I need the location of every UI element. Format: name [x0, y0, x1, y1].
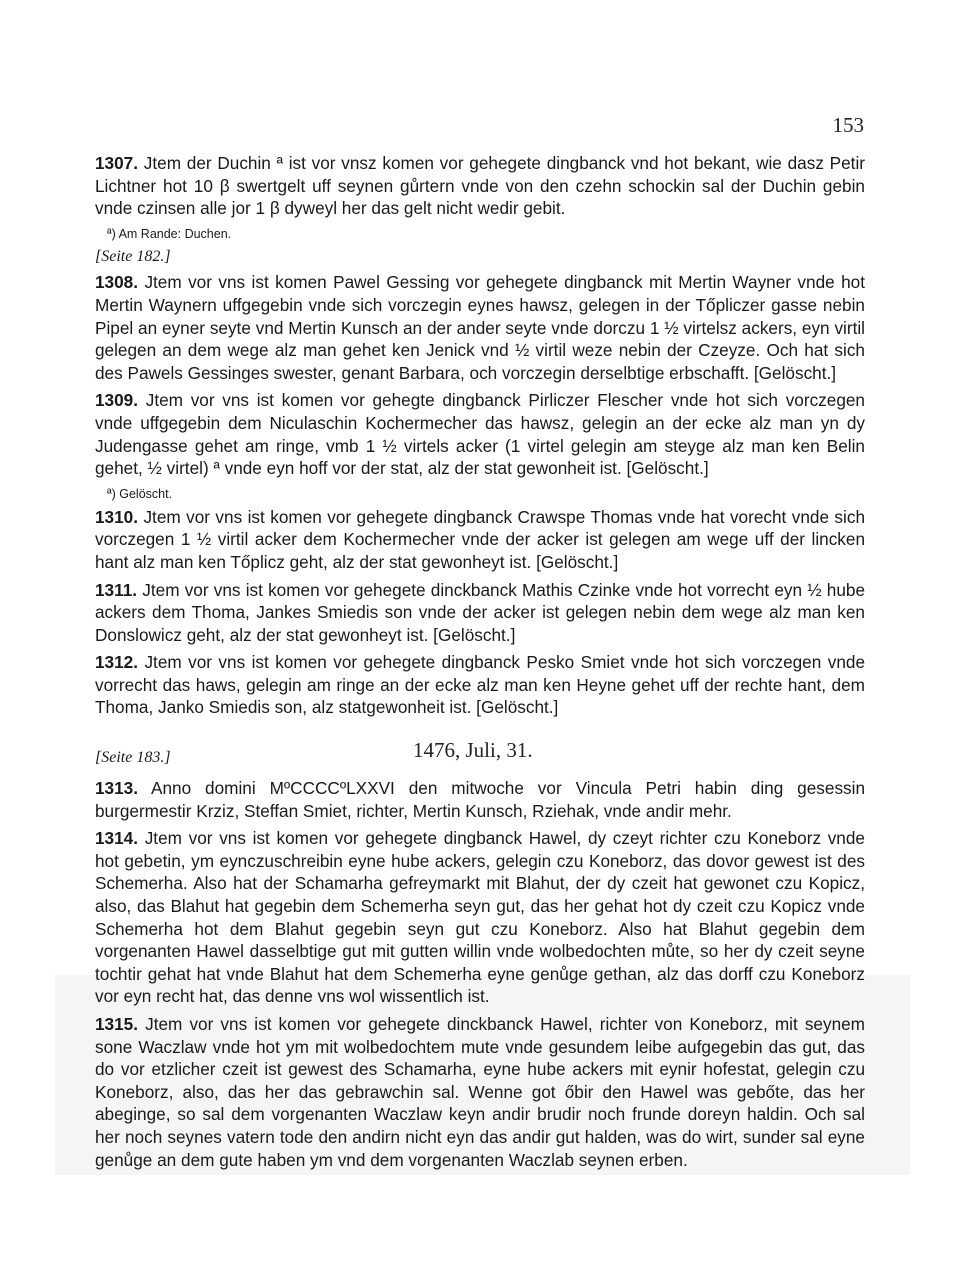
entry-text: Jtem vor vns ist komen vor gehegete dingbanck Pesko Smiet vnde hot sich vorczegen vnde vorrecht das haws, gelegin am ringe an der ecke alz man ken Heyne gehet uff der rechte hant, dem Thoma, Janko Smiedis son, alz statgewonheit ist. [Gelöscht.]	[95, 652, 866, 718]
entry-1309	[95, 389, 865, 479]
entry-1310	[95, 506, 865, 574]
entry-number: 1307.	[95, 153, 139, 173]
entry-text: Anno domini MºCCCCºLXXVI den mitwoche vor Vincula Petri habin ding gesessin burgermestir Krziz, Steffan Smiet, richter, Mertin Kunsch, Rziehak, vnde andir mehr.	[95, 778, 866, 821]
page-reference: [Seite 182.]	[95, 247, 171, 265]
entry-1315	[95, 1013, 865, 1171]
entry-text: Jtem vor vns ist komen vor gehegete dingbanck Hawel, dy czeyt richter czu Koneborz vnde hot gebetin, ym eynczuschreibin eyne hube ackers, gelegin czu Koneborz, das dovor gewest ist des Schemerha. Also hat der Schamarha gefreymarkt mit Blahut, der dy czeit hat gewonet czu Kopicz, also, das Blahut hat gegebin dem Schemerha seyn gut, das her gehat hot dy czeit czu Kopicz vnde Schemerha hot dem Blahut gegebin seyn gut czu Koneborz. Also hat Blahut gegebin dem vorgenanten Hawel dasselbtige gut mit gutten willin vnde wolbedochten můte, so her dy czeit seyne tochtir gehat hat vnde Blahut hat dem Schemerha eyne genůge gethan, alz das dorff czu Koneborz vor eyn recht hat, das denne vns wol wissentlich ist.	[95, 828, 865, 1007]
entry-number: 1310.	[95, 506, 139, 527]
entry-number: 1308.	[95, 272, 139, 293]
entry-1313	[95, 777, 865, 822]
entry-1308	[95, 271, 865, 384]
entry-text: Jtem der Duchin ª ist vor vnsz komen vor gehegete dingbanck vnd hot bekant, wie dasz Petir Lichtner hot 10 β swertgelt uff seynen gůrtern vnde von den czehn schockin sal der Duchin gebin vnde czinsen alle jor 1 β dyweyl her das gelt nicht wedir gebit.	[95, 153, 865, 219]
entry-text: Jtem vor vns ist komen Pawel Gessing vor gehegete dingbanck mit Mertin Wayner vnde hot Mertin Waynern uffgegebin vnde sich vorczegin eynes hawsz, gelegen in der Tőpliczer gasse nebin Pipel an eyner seyte vnd Mertin Kunsch an der ander seyte vnde dorczu 1 ½ virtelsz ackers, eyn virtil gelegen an dem wege alz man gehet ken Jenick vnd ½ virtil weze nebin der Czeyze. Och hat sich des Pawels Gessinges swester, genant Barbara, och vorczegin derselbtige erbschafft. [Gelöscht.]	[95, 272, 865, 383]
date-heading-row	[95, 737, 865, 771]
entry-1307	[95, 152, 865, 220]
footnote: ª) Am Rande: Duchen.	[107, 226, 232, 241]
entry-text: Jtem vor vns ist komen vor gehegete dinckbanck Hawel, richter von Koneborz, mit seynem sone Waczlaw vnde hot ym mit wolbedochtem mute vnde gesundem leibe aufgegebin das gut, das do vor etzlicher czeit ist gewest des Schamarha, eyne hube ackers mit eynir hofestat, gelegin czu Koneborz, also, das her das gebrawchin sal. Wenne got őbir den Hawel was gebőte, das her abeginge, so sal dem vorgenanten Waczlaw keyn andir brudir noch frunde doreyn haldin. Och sal her noch seynes vatern tode den andirn nicht eyn das andir gut halden, was do wirt, sunder sal eyne genůge an dem gute haben ym vnd dem vorgenanten Waczlab seynen erben.	[95, 1014, 866, 1170]
entry-1314	[95, 827, 865, 1008]
entry-number: 1314.	[95, 828, 139, 849]
entry-1311	[95, 579, 865, 647]
date-heading: 1476, Juli, 31.	[413, 738, 533, 763]
entry-number: 1315.	[95, 1014, 139, 1034]
footnote: ª) Gelöscht.	[107, 486, 173, 501]
entry-1312	[95, 651, 865, 719]
entry-number: 1312.	[95, 652, 139, 673]
page-reference: [Seite 183.]	[95, 749, 171, 767]
entry-text: Jtem vor vns ist komen vor gehegete dinckbanck Mathis Czinke vnde hot vorrecht eyn ½ hube ackers dem Thoma, Jankes Smiedis son vnde der acker ist gelegen nebin dem wege alz man ken Donslowicz geht, alz der stat gewonheyt ist. [Gelöscht.]	[95, 579, 866, 645]
entry-number: 1313.	[95, 778, 139, 799]
page-number: 153	[832, 113, 864, 137]
entry-text: Jtem vor vns ist komen vor gehegte dingbanck Pirliczer Flescher vnde hot sich vorczegen vnde uffgegebin dem Niculaschin Kochermecher das hawsz, gelegin an der ecke alz man yn dy Judengasse gehet am ringe, vmb 1 ½ virtels acker (1 virtel gelegin am steyge alz man ken Belin gehet, ½ virtel) ª vnde eyn hoff vor der stat, alz der stat gewonheit ist. [Gelöscht.]	[95, 390, 865, 479]
entry-number: 1311.	[95, 579, 138, 600]
entry-number: 1309.	[95, 390, 139, 411]
entry-text: Jtem vor vns ist komen vor gehegete dingbanck Crawspe Thomas vnde hat vorecht vnde sich vorczegen 1 ½ virtil acker dem Kochermecher vnde der acker ist gelegen am wege uff der lincken hant alz man ken Tőplicz geht, alz der stat gewonheyt ist. [Gelöscht.]	[95, 506, 866, 572]
document-body	[95, 152, 865, 1176]
